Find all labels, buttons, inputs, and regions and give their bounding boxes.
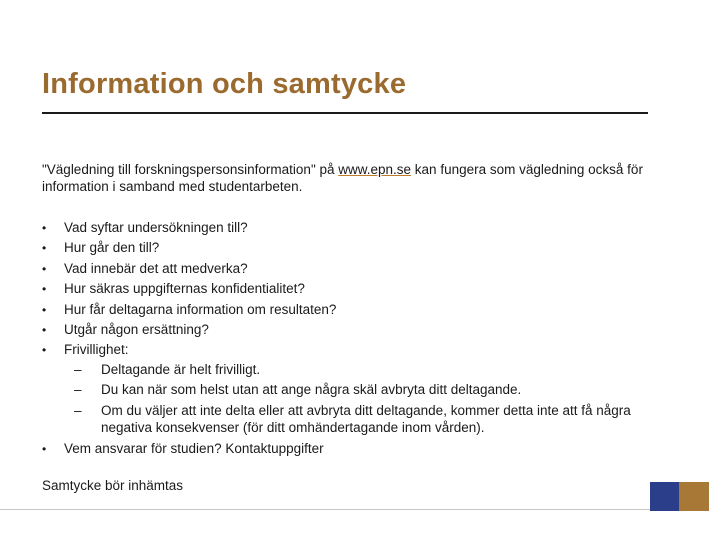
voluntariness-sublist	[64, 361, 662, 436]
dash-icon: –	[74, 382, 82, 398]
list-item	[42, 218, 662, 238]
bullet-icon: •	[42, 442, 47, 457]
corner-block-blue	[650, 482, 679, 511]
list-item-text: Vad syftar undersökningen till?	[64, 220, 248, 235]
title-divider	[42, 112, 648, 114]
sub-list-item	[64, 402, 662, 436]
slide-title: Information och samtycke	[42, 68, 407, 100]
intro-text-start: "Vägledning till forskningspersonsinformation" på	[42, 162, 339, 177]
list-item-text: Hur går den till?	[64, 240, 160, 256]
list-item	[42, 279, 662, 299]
footer-divider	[0, 509, 650, 510]
list-item	[42, 300, 662, 320]
consent-note: Samtycke bör inhämtas	[42, 478, 184, 493]
list-item	[42, 439, 662, 459]
list-item	[42, 320, 662, 340]
dash-icon: –	[74, 402, 82, 418]
list-item-text: Frivillighet:	[64, 342, 129, 358]
intro-text-end: kan fungera som vägledning också för information i samband med studentarbeten.	[42, 162, 643, 194]
list-item	[42, 259, 662, 279]
list-item	[42, 238, 662, 258]
corner-block-gold	[679, 482, 709, 511]
bullet-icon: •	[42, 343, 47, 358]
intro-paragraph	[42, 161, 652, 195]
sub-list-item-text: Om du väljer att inte delta eller att avbryta ditt deltagande, kommer detta inte att få några negativa konsekvenser (för ditt omhändertagande inom vården).	[101, 402, 631, 435]
sub-list-item	[64, 381, 662, 398]
list-item-text: Utgår någon ersättning?	[64, 322, 209, 338]
list-item	[42, 340, 662, 435]
bullet-icon: •	[42, 261, 47, 276]
bullet-icon: •	[42, 302, 47, 317]
list-item-text: Hur säkras uppgifternas konfidentialitet?	[64, 281, 305, 297]
list-item-text: Vem ansvarar för studien? Kontaktuppgifter	[64, 441, 324, 457]
sub-list-item	[64, 361, 662, 378]
list-item-text: Hur får deltagarna information om resultaten?	[64, 301, 337, 317]
epn-link[interactable]: www.epn.se	[338, 162, 412, 177]
dash-icon: –	[74, 361, 82, 377]
bullet-icon: •	[42, 221, 47, 235]
sub-list-item-text: Du kan när som helst utan att ange några skäl avbryta ditt deltagande.	[101, 382, 522, 398]
list-item-text: Vad innebär det att medverka?	[64, 260, 248, 276]
sub-list-item-text: Deltagande är helt frivilligt.	[101, 361, 261, 377]
bullet-icon: •	[42, 323, 47, 338]
bullet-icon: •	[42, 241, 47, 256]
question-list	[42, 218, 662, 459]
bullet-icon: •	[42, 282, 47, 297]
